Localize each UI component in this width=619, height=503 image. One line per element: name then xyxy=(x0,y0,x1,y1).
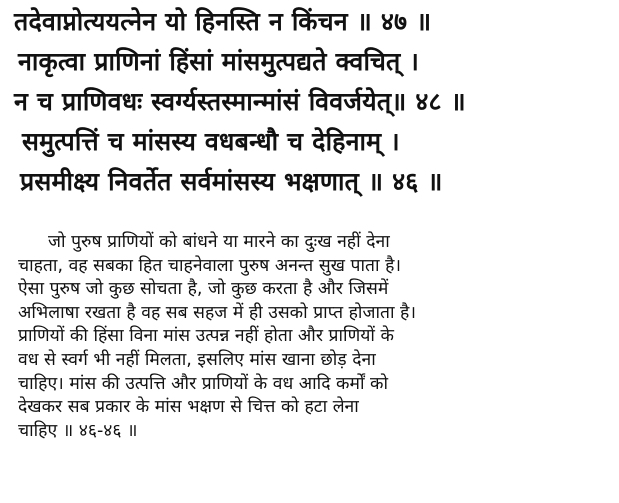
commentary-line-9: चाहिए ॥ ४६-४६ ॥ xyxy=(18,420,138,441)
commentary-line-1: जो पुरुष प्राणियों को बांधने या मारने का दुःख नहीं देना xyxy=(48,232,390,252)
verse-line-4: समुत्पत्तिं च मांसस्य वधबन्धौ च देहिनाम् । xyxy=(22,127,400,156)
verse-line-5: प्रसमीक्ष्य निवर्तेत सर्वमांसस्य भक्षणात् ॥ ४६ ॥ xyxy=(20,167,443,196)
commentary-line-7: चाहिए। मांस की उत्पत्ति और प्राणियों के वध आदि कर्मों को xyxy=(18,373,389,394)
commentary-line-4: अभिलाषा रखता है वह सब सहज में ही उसको प्राप्त होजाता है। xyxy=(18,302,416,323)
verse-line-2: नाकृत्वा प्राणिनां हिंसां मांसमुत्पद्यते क्वचित् । xyxy=(18,47,420,76)
verse-line-1: तदेवाप्नोत्ययत्नेन यो हिनस्ति न किंचन ॥ ४७ ॥ xyxy=(14,7,432,36)
commentary-line-6: वध से स्वर्ग भी नहीं मिलता, इसलिए मांस खाना छोड़ देना xyxy=(18,349,376,370)
commentary-line-2: चाहता, वह सबका हित चाहनेवाला पुरुष अनन्त सुख पाता है। xyxy=(18,255,402,276)
commentary-line-3: ऐसा पुरुष जो कुछ सोचता है, जो कुछ करता है और जिसमें xyxy=(18,279,389,300)
commentary-paragraph xyxy=(18,231,614,443)
commentary-line-5: प्राणियों की हिंसा विना मांस उत्पन्न नहीं होता और प्राणियों के xyxy=(18,326,394,347)
verse-block xyxy=(14,2,614,202)
verse-line-3: न च प्राणिवधः स्वर्ग्यस्तस्मान्मांसं विवर्जयेत्॥ ४८ ॥ xyxy=(14,87,466,116)
commentary-line-8: देखकर सब प्रकार के मांस भक्षण से चित्त को हटा लेना xyxy=(18,397,359,418)
